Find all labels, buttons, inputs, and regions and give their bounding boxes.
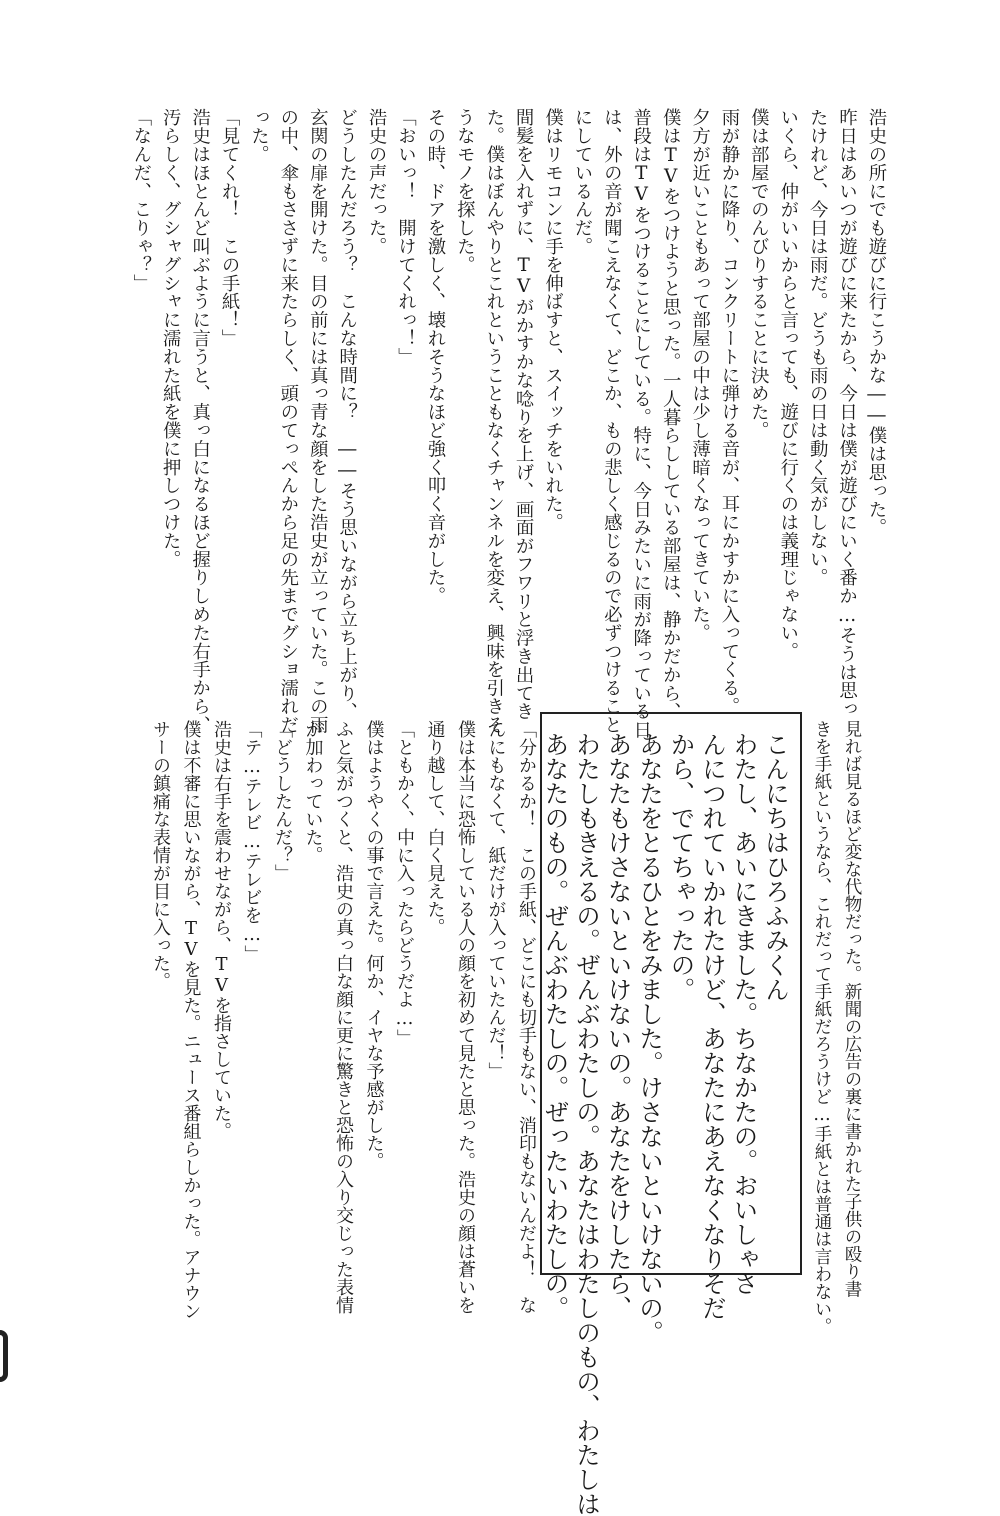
letter-line: わたしもきえるの。ぜんぶわたしの。あなたはわたしのもの、わたしは bbox=[573, 732, 602, 1516]
text-column: 僕はTVをつけようと思った。一人暮らししている部屋は、静かだから、 bbox=[660, 108, 682, 721]
letter-line: から、でてちゃったの。 bbox=[667, 732, 697, 1002]
text-column: 間髪を入れずに、TVがかすかな唸りを上げ、画面がフワリと浮き出てき bbox=[513, 108, 535, 721]
text-column: 「おいっ！ 開けてくれっ！」 bbox=[395, 108, 417, 366]
text-column: 「どうしたんだ？」 bbox=[272, 720, 293, 882]
text-column: 僕は不審に思いながら、TVを見た。ニュース番組らしかった。アナウン bbox=[180, 720, 202, 1320]
text-column: どうしたんだろう？ こんな時間に？ ――そう思いながら立ち上がり、 bbox=[336, 108, 358, 721]
text-column: の中、傘もささずに来たらしく、頭のてっぺんから足の先までグショ濡れだ bbox=[277, 108, 299, 734]
text-column: 汚らしく、グシャグシャに濡れた紙を僕に押しつけた。 bbox=[160, 108, 182, 568]
text-column: った。 bbox=[248, 108, 270, 164]
text-column: んにもなくて、紙だけが入っていたんだ！」 bbox=[485, 720, 507, 1080]
text-column: 夕方が近いこともあって部屋の中は少し薄暗くなってきていた。 bbox=[689, 108, 711, 642]
text-column: 昨日はあいつが遊びに来たから、今日は僕が遊びにいく番か…そうは思っ bbox=[836, 108, 858, 718]
text-column: いくら、仲がいいからと言っても、遊びに行くのは義理じゃない。 bbox=[777, 108, 799, 660]
text-column: サーの鎮痛な表情が目に入った。 bbox=[150, 720, 171, 990]
text-column: 「見てくれ！ この手紙！」 bbox=[219, 108, 241, 348]
text-column: 僕はリモコンに手を伸ばすと、スイッチをいれた。 bbox=[542, 108, 564, 532]
text-column: 通り越して、白く見えた。 bbox=[424, 720, 446, 936]
text-column: その時、ドアを激しく、壊れそうなほど強く叩く音がした。 bbox=[424, 108, 446, 605]
text-column: 浩史は右手を震わせながら、TVを指さしていた。 bbox=[211, 720, 232, 1140]
letter-line: わたし、あいにきました。ちなかたの。おいしゃさ bbox=[730, 732, 760, 1296]
text-column: 「テ…テレビ…テレビを…」 bbox=[241, 720, 263, 963]
text-column: にしているんだ。 bbox=[571, 108, 593, 256]
text-column: 雨が静かに降り、コンクリートに弾ける音が、耳にかすかに入ってくる。 bbox=[718, 108, 740, 716]
letter-line: あなたもけさないといけないの。あなたをけしたら、 bbox=[604, 732, 634, 1320]
text-column: 僕は部屋でのんびりすることに決めた。 bbox=[748, 108, 770, 440]
story-intro-block bbox=[800, 720, 862, 1335]
letter-line: あなたのもの。ぜんぶわたしの。ぜったいわたしの。 bbox=[541, 732, 571, 1320]
text-column: うなモノを探した。 bbox=[454, 108, 476, 274]
text-column: 見れば見るほど変な代物だった。新聞の広告の裏に書かれた子供の殴り書 bbox=[842, 720, 862, 1298]
text-column: 僕はようやくの事で言えた。何か、イヤな予感がした。 bbox=[363, 720, 385, 1170]
text-column: た。僕はぼんやりとこれということもなくチャンネルを変え、興味を引きそ bbox=[483, 108, 505, 734]
story-lower-block bbox=[139, 720, 536, 1320]
text-column: 「ともかく、中に入ったらどうだよ…」 bbox=[394, 720, 415, 1047]
letter-line: あなたをとるひとをみました。けさないといけないの。 bbox=[636, 732, 665, 1345]
text-column: 普段はTVをつけることにしている。特に、今日みたいに雨が降っている日 bbox=[630, 108, 652, 739]
text-column: たけれど、今日は雨だ。どうも雨の日は動く気がしない。 bbox=[807, 108, 829, 587]
story-upper-block bbox=[120, 108, 887, 739]
letter-line: んにつれていかれたけど、あなたにあえなくなりそだ bbox=[699, 732, 728, 1320]
letter-text bbox=[536, 732, 791, 1516]
text-column: 「分かるか！ この手紙、どこにも切手もない、消印もないんだよ！ な bbox=[516, 720, 537, 1314]
letter-line: こんにちはひろふみくん bbox=[762, 732, 791, 1002]
text-column: 僕は本当に恐怖している人の顔を初めて見たと思った。浩史の顔は蒼いを bbox=[455, 720, 476, 1314]
text-column: は、外の音が聞こえなくて、どこか、もの悲しく感じるので必ずつけること bbox=[601, 108, 623, 734]
text-column: ふと気がつくと、浩史の真っ白な顔に更に驚きと恐怖の入り交じった表情 bbox=[333, 720, 354, 1314]
text-column: 浩史の声だった。 bbox=[366, 108, 388, 256]
text-column: 浩史の所にでも遊びに行こうかな――僕は思った。 bbox=[866, 108, 887, 537]
text-column: 玄関の扉を開けた。目の前には真っ青な顔をした浩史が立っていた。この雨 bbox=[307, 108, 329, 734]
text-column: が加わっていた。 bbox=[302, 720, 324, 864]
letter-box bbox=[540, 712, 802, 1516]
text-column: 「なんだ、こりゃ？」 bbox=[130, 108, 152, 292]
text-column: 浩史はほとんど叫ぶように言うと、真っ白になるほど握りしめた右手から、 bbox=[189, 108, 211, 734]
page-number-mark bbox=[0, 1330, 8, 1382]
text-column: きを手紙というなら、これだって手紙だろうけど…手紙とは普通は言わない。 bbox=[812, 720, 832, 1335]
